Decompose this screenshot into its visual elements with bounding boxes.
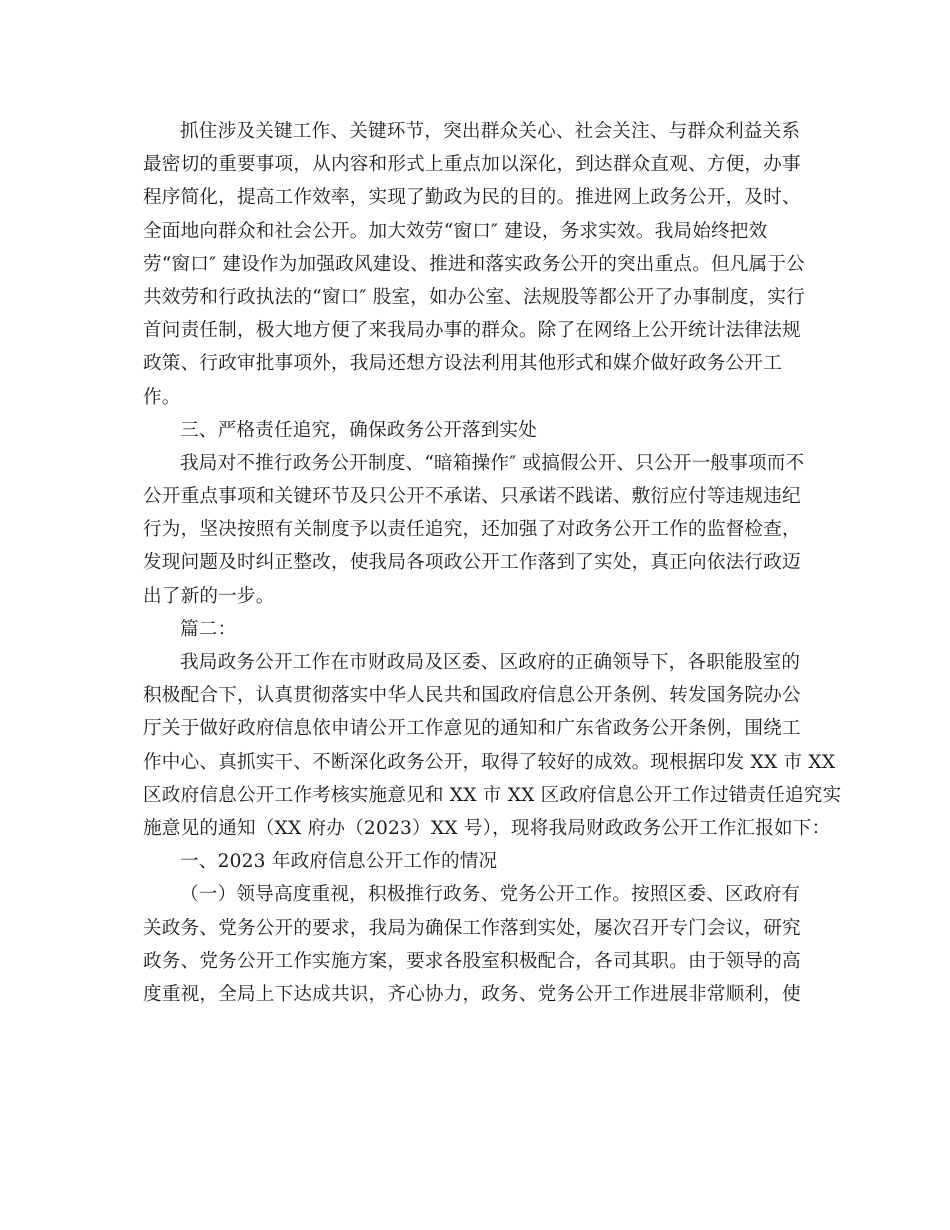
text-line: 我局政务公开工作在市财政局及区委、区政府的正确领导下，各职能股室的 [180, 652, 801, 673]
text-line: 抓住涉及关键工作、关键环节，突出群众关心、社会关注、与群众利益关系 [180, 121, 801, 142]
text-line: 作。 [143, 386, 181, 408]
text-line: 全面地向群众和社会公开。加大效劳“窗口″ 建设，务求实效。我局始终把效 [143, 220, 768, 242]
text-line: 区政府信息公开工作考核实施意见和 XX 市 XX 区政府信息公开工作过错责任追究实 [143, 784, 842, 806]
text-line: 施意见的通知（XX 府办（2023）XX 号），现将我局财政政务公开工作汇报如下： [143, 817, 831, 839]
text-line: 公开重点事项和关键环节及只公开不承诺、只承诺不践诺、敷衍应付等违规违纪 [143, 486, 801, 508]
text-line: 政务、党务公开工作实施方案，要求各股室积极配合，各司其职。由于领导的高 [143, 950, 801, 972]
section-heading: 篇二： [180, 618, 237, 640]
text-line: 我局对不推行政务公开制度、“暗箱操作″ 或搞假公开、只公开一般事项而不 [180, 452, 805, 474]
text-line: 政策、行政审批事项外，我局还想方设法利用其他形式和媒介做好政务公开工 [143, 353, 782, 375]
text-line: 共效劳和行政执法的“窗口″ 股室，如办公室、法规股等都公开了办事制度，实行 [143, 286, 805, 308]
text-line: 发现问题及时纠正整改，使我局各项政公开工作落到了实处，真正向依法行政迈 [143, 552, 801, 574]
text-line: 行为，坚决按照有关制度予以责任追究，还加强了对政务公开工作的监督检查， [143, 519, 801, 541]
text-line: 最密切的重要事项，从内容和形式上重点加以深化，到达群众直观、方便，办事 [143, 154, 801, 176]
text-line: 作中心、真抓实干、不断深化政务公开，取得了较好的成效。现根据印发 XX 市 XX [143, 751, 836, 773]
section-heading: 三、严格责任追究，确保政务公开落到实处 [180, 419, 538, 441]
text-line: 劳“窗口″ 建设作为加强政风建设、推进和落实政务公开的突出重点。但凡属于公 [143, 253, 805, 275]
section-heading: 一、2023 年政府信息公开工作的情况 [180, 851, 498, 873]
text-line: 首问责任制，极大地方便了来我局办事的群众。除了在网络上公开统计法律法规 [143, 320, 801, 342]
text-line: 出了新的一步。 [143, 585, 275, 607]
text-line: （一）领导高度重视，积极推行政务、党务公开工作。按照区委、区政府有 [180, 884, 801, 906]
text-line: 关政务、党务公开的要求，我局为确保工作落到实处，屡次召开专门会议，研究 [143, 917, 801, 939]
text-line: 程序简化，提高工作效率，实现了勤政为民的目的。推进网上政务公开，及时、 [143, 187, 801, 209]
document-body [143, 115, 842, 1011]
text-line: 厅关于做好政府信息依申请公开工作意见的通知和广东省政务公开条例，围绕工 [143, 718, 801, 740]
text-line: 度重视，全局上下达成共识，齐心协力，政务、党务公开工作进展非常顺利，使 [143, 983, 801, 1005]
text-line: 积极配合下，认真贯彻落实中华人民共和国政府信息公开条例、转发国务院办公 [143, 685, 801, 707]
